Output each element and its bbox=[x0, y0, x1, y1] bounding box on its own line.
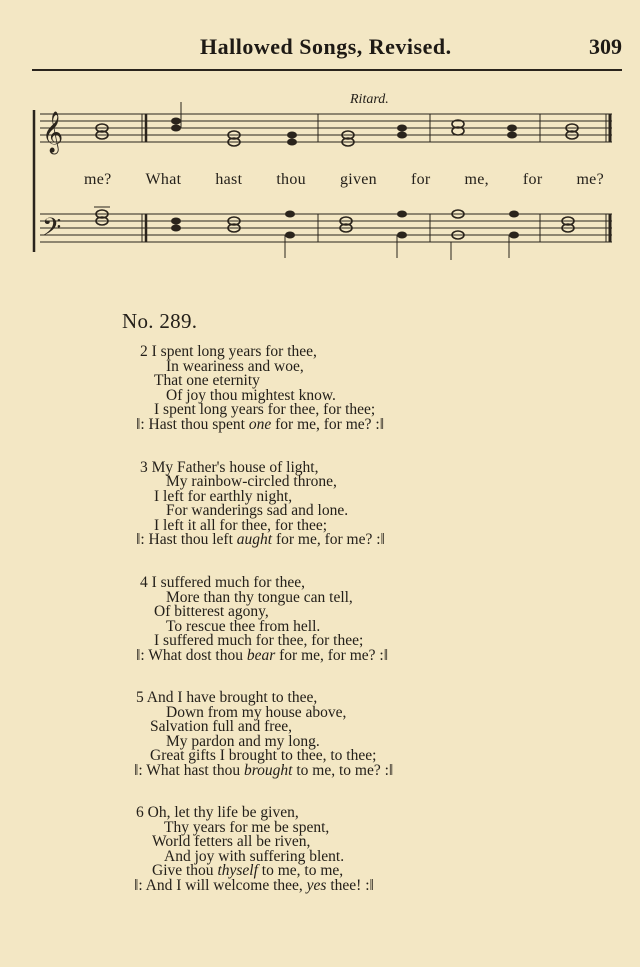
stanza-line: More than thy tongue can tell, bbox=[166, 589, 353, 606]
stanza-line: My pardon and my long. bbox=[166, 733, 320, 750]
hymn-number: No. 289. bbox=[122, 309, 198, 333]
stanza-line: 2 I spent long years for thee, bbox=[140, 343, 317, 360]
page-number: 309 bbox=[589, 34, 622, 59]
stanza-line: For wanderings sad and lone. bbox=[166, 502, 349, 519]
stanza-line: 6 Oh, let thy life be given, bbox=[136, 804, 299, 821]
stanza-line: ‖: Hast thou spent one for me, for me? :‖ bbox=[136, 416, 385, 433]
lyric-syllable: me? bbox=[576, 171, 604, 188]
stanza-line: ‖: Hast thou left aught for me, for me? :‖ bbox=[136, 531, 385, 548]
lyric-syllable: me, bbox=[464, 171, 489, 188]
lyric-syllable: for bbox=[522, 171, 543, 188]
stanza-line: My rainbow-circled throne, bbox=[166, 473, 337, 490]
stanza-line: 3 My Father's house of light, bbox=[140, 459, 319, 476]
stanza-line: 5 And I have brought to thee, bbox=[136, 689, 318, 706]
stanza-line: I spent long years for thee, for thee; bbox=[154, 401, 376, 418]
stanza-line: Of joy thou mightest know. bbox=[166, 387, 336, 404]
tempo-marking: Ritard. bbox=[350, 92, 389, 107]
header-rule bbox=[32, 69, 622, 71]
stanza-line: I left for earthly night, bbox=[154, 488, 293, 505]
stanza-line: That one eternity bbox=[154, 372, 260, 389]
stanza-line: ‖: And I will welcome thee, yes thee! :‖ bbox=[134, 877, 374, 894]
lyric-syllable: me? bbox=[84, 171, 112, 188]
stanza-line: Salvation full and free, bbox=[150, 718, 293, 735]
music-lyrics bbox=[84, 171, 604, 189]
svg-text:𝄢: 𝄢 bbox=[42, 213, 62, 248]
stanza-line: ‖: What hast thou brought to me, to me? :‖ bbox=[134, 762, 394, 779]
running-title: Hallowed Songs, Revised. bbox=[200, 34, 452, 59]
stanza-line: ‖: What dost thou bear for me, for me? :‖ bbox=[136, 647, 389, 664]
stanza-line: Of bitterest agony, bbox=[154, 603, 269, 620]
stanza-line: 4 I suffered much for thee, bbox=[140, 574, 305, 591]
stanza-line: I left it all for thee, for thee; bbox=[154, 517, 328, 534]
stanza-line: I suffered much for thee, for thee; bbox=[154, 632, 364, 649]
stanza-line: Great gifts I brought to thee, to thee; bbox=[150, 747, 377, 764]
lyric-syllable: for bbox=[410, 171, 431, 188]
stanza-line: Down from my house above, bbox=[166, 704, 347, 721]
stanza-line: In weariness and woe, bbox=[166, 358, 304, 375]
stanza-line: Give thou thyself to me, to me, bbox=[152, 862, 344, 879]
stanza-line: World fetters all be riven, bbox=[152, 833, 311, 850]
stanza-line: Thy years for me be spent, bbox=[164, 819, 330, 836]
lyric-syllable: What bbox=[145, 171, 182, 188]
svg-text:𝄞: 𝄞 bbox=[42, 112, 64, 153]
stanza-line: To rescue thee from hell. bbox=[166, 618, 321, 635]
stanza-line: And joy with suffering blent. bbox=[164, 848, 345, 865]
lyric-syllable: thou bbox=[276, 171, 306, 188]
lyric-syllable: hast bbox=[215, 171, 243, 188]
lyric-syllable: given bbox=[339, 171, 377, 188]
